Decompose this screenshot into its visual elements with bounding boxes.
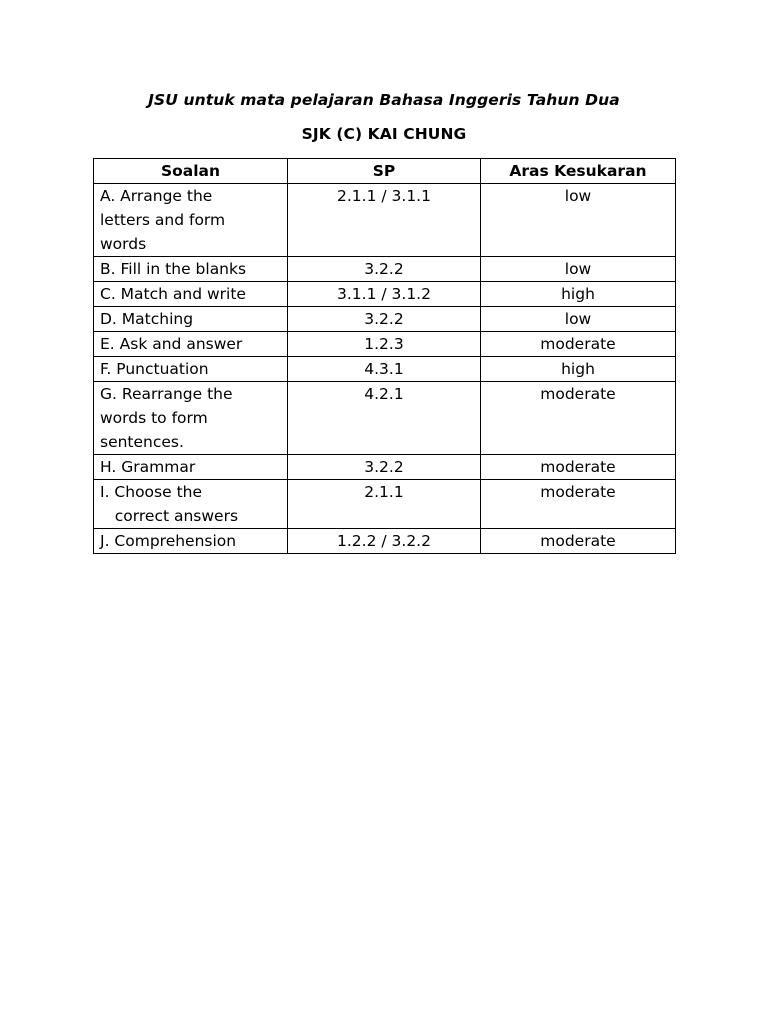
school-name: SJK (C) KAI CHUNG <box>301 125 467 143</box>
cell-sp: 3.1.1 / 3.1.2 <box>288 282 481 307</box>
cell-sp: 2.1.1 <box>288 480 481 529</box>
table-row <box>94 184 676 257</box>
cell-sp: 4.3.1 <box>288 357 481 382</box>
table-row <box>94 257 676 282</box>
cell-soalan: F. Punctuation <box>94 357 288 382</box>
cell-sp: 2.1.1 / 3.1.1 <box>288 184 481 257</box>
cell-aras: low <box>481 307 676 332</box>
cell-soalan: G. Rearrange the words to form sentences. <box>94 382 288 455</box>
cell-sp: 3.2.2 <box>288 257 481 282</box>
cell-sp: 4.2.1 <box>288 382 481 455</box>
table-row <box>94 332 676 357</box>
cell-sp: 3.2.2 <box>288 307 481 332</box>
table-row <box>94 480 676 529</box>
cell-sp: 1.2.3 <box>288 332 481 357</box>
cell-aras: high <box>481 282 676 307</box>
table-header-row <box>94 159 676 184</box>
cell-soalan: J. Comprehension <box>94 529 288 554</box>
cell-soalan: C. Match and write <box>94 282 288 307</box>
cell-soalan: H. Grammar <box>94 455 288 480</box>
header-soalan: Soalan <box>94 159 288 184</box>
cell-aras: moderate <box>481 529 676 554</box>
cell-aras: moderate <box>481 480 676 529</box>
cell-sp: 3.2.2 <box>288 455 481 480</box>
cell-aras: high <box>481 357 676 382</box>
table-row <box>94 357 676 382</box>
cell-aras: moderate <box>481 455 676 480</box>
cell-soalan: D. Matching <box>94 307 288 332</box>
table-row <box>94 455 676 480</box>
cell-soalan: E. Ask and answer <box>94 332 288 357</box>
cell-sp: 1.2.2 / 3.2.2 <box>288 529 481 554</box>
document-title: JSU untuk mata pelajaran Bahasa Inggeris Tahun Dua <box>148 91 620 109</box>
table-row <box>94 529 676 554</box>
jsu-table <box>93 158 676 554</box>
cell-soalan: A. Arrange the letters and form words <box>94 184 288 257</box>
cell-soalan: I. Choose the correct answers <box>94 480 288 529</box>
header-aras-kesukaran: Aras Kesukaran <box>481 159 676 184</box>
table-row <box>94 282 676 307</box>
cell-aras: moderate <box>481 382 676 455</box>
table-row <box>94 307 676 332</box>
cell-aras: low <box>481 257 676 282</box>
cell-soalan: B. Fill in the blanks <box>94 257 288 282</box>
cell-aras: moderate <box>481 332 676 357</box>
header-sp: SP <box>288 159 481 184</box>
cell-aras: low <box>481 184 676 257</box>
table-row <box>94 382 676 455</box>
